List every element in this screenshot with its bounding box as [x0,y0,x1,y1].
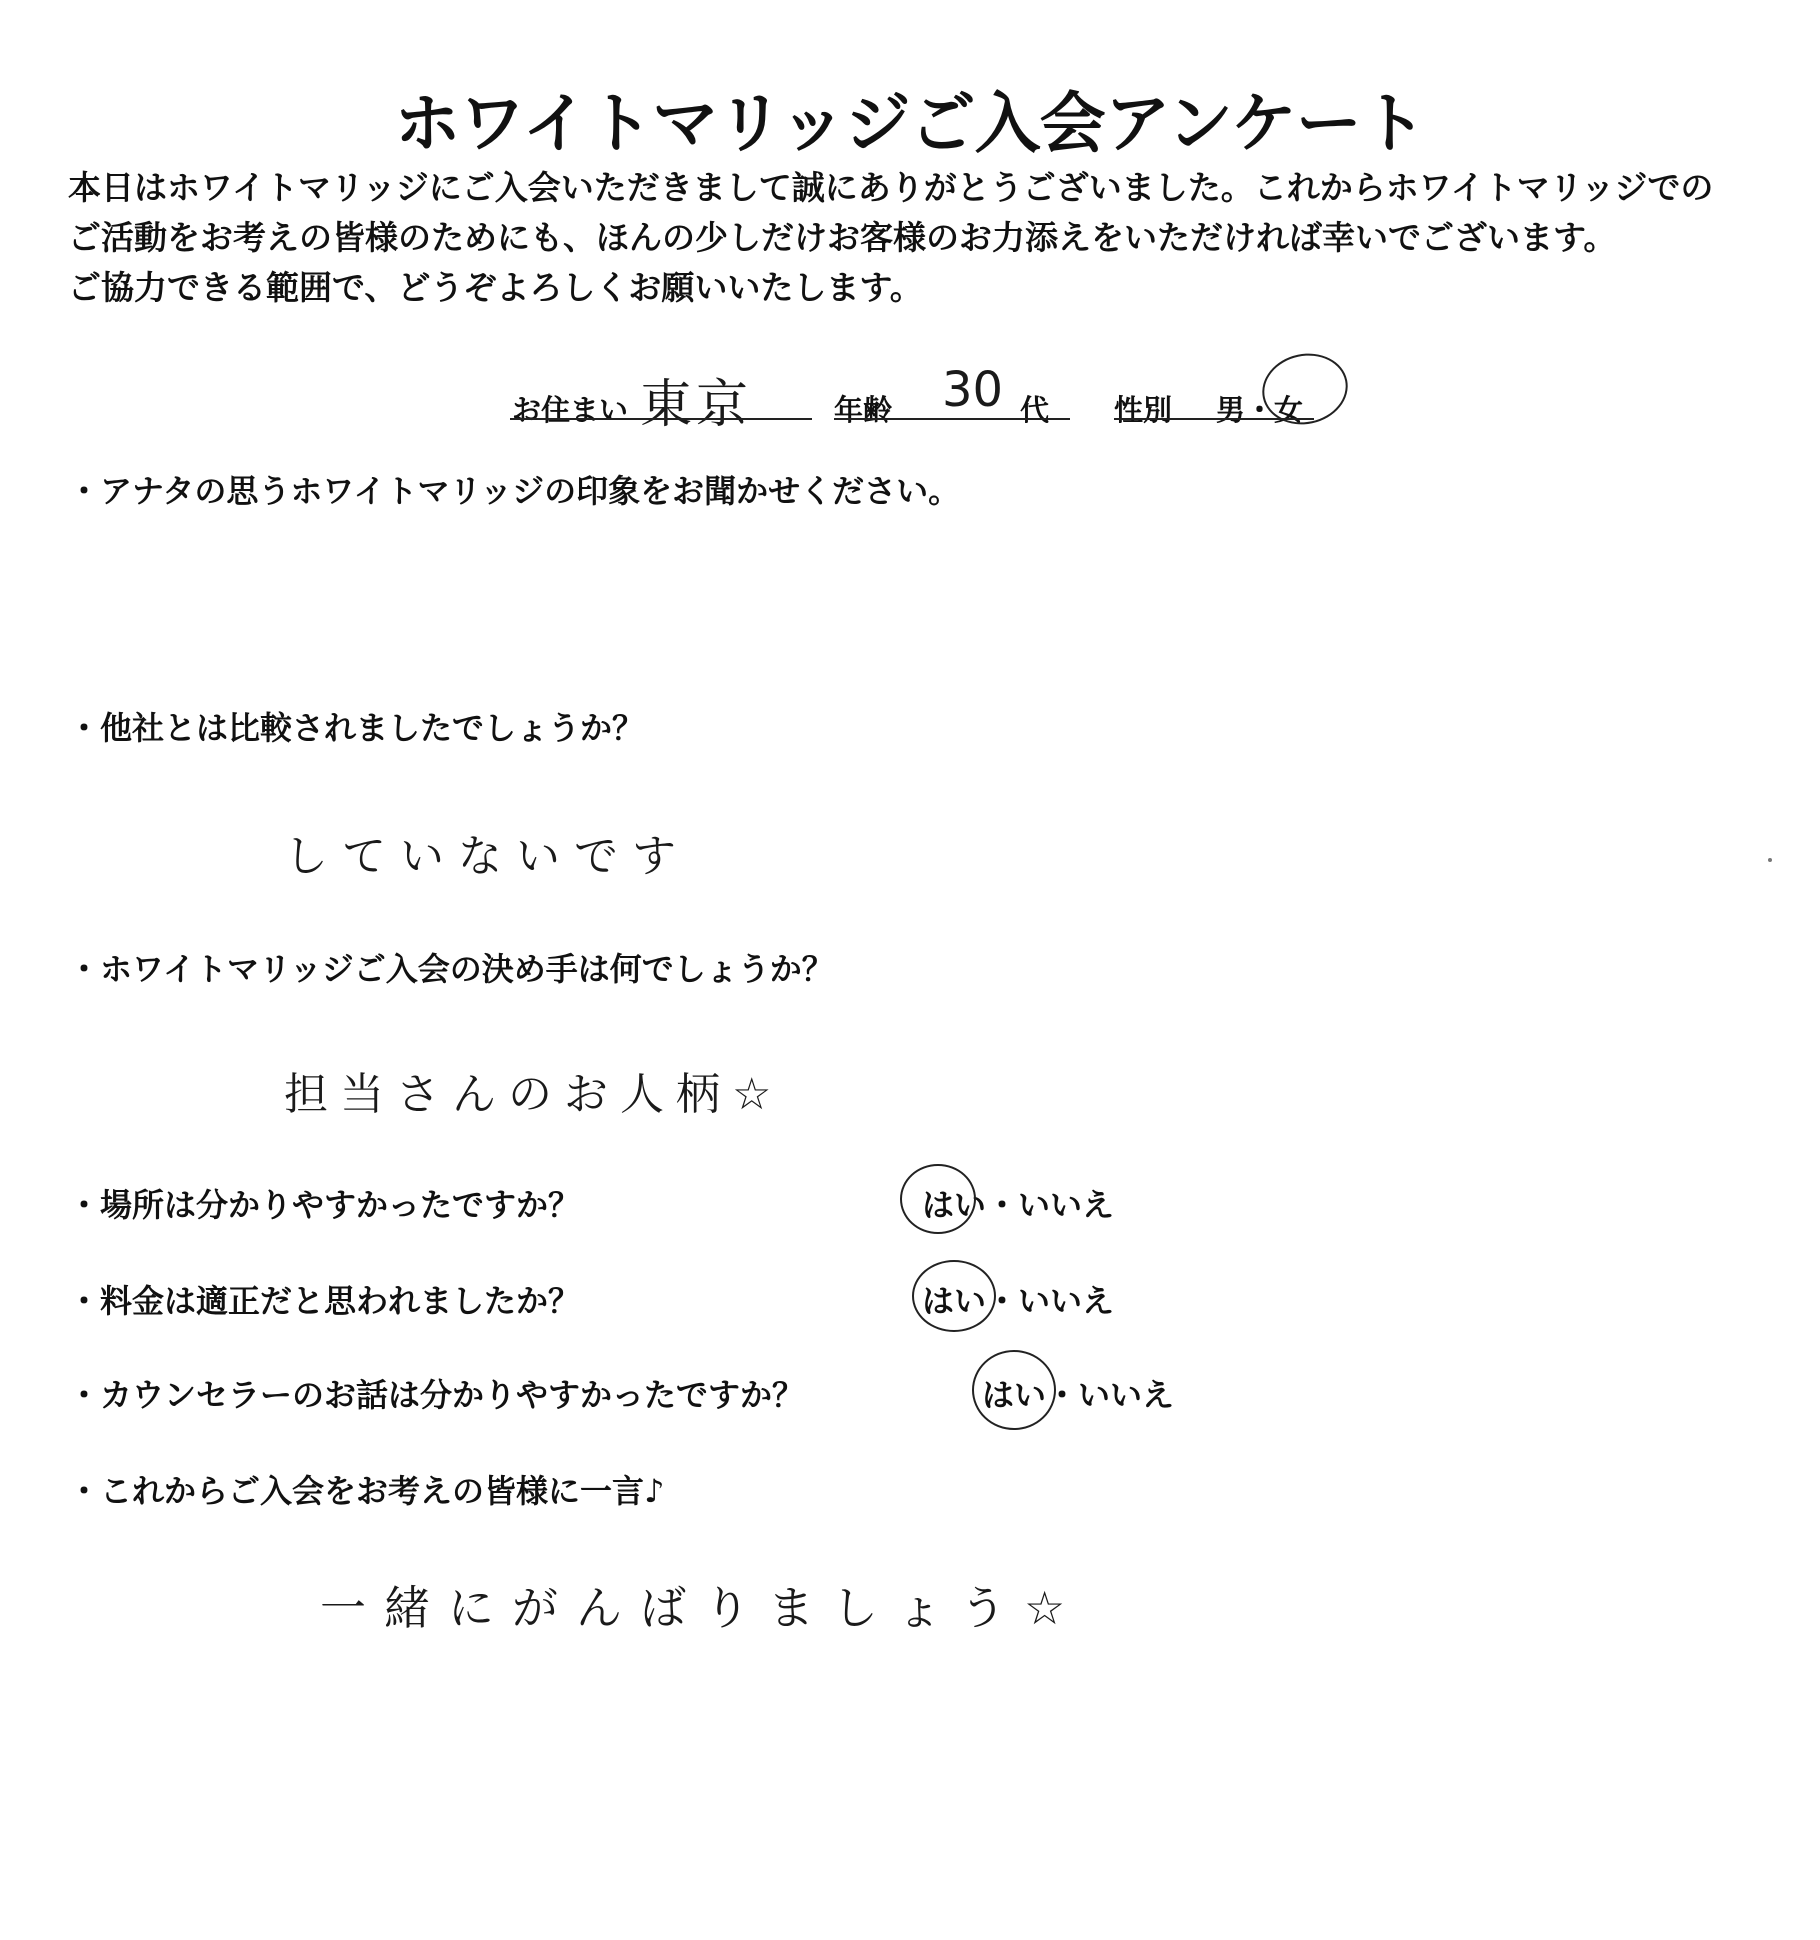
question-deciding-factor: ・ホワイトマリッジご入会の決め手は何でしょうか？ [68,950,834,988]
answer-comparison[interactable]: していないです [284,831,690,882]
age-value[interactable]: 30 [942,362,1004,418]
question-message: ・これからご入会をお考えの皆様に一言♪ [68,1472,665,1510]
answer-deciding-factor[interactable]: 担当さんのお人柄☆ [284,1069,784,1120]
question-comparison: ・他社とは比較されましたでしょうか？ [68,709,645,747]
location-no[interactable]: いいえ [1018,1186,1115,1224]
gender-separator: ・ [1245,393,1275,427]
residence-underline [510,418,812,420]
counselor-separator: ・ [1046,1376,1079,1414]
counselor-no[interactable]: いいえ [1078,1376,1175,1414]
survey-title: ホワイトマリッジご入会アンケート [394,84,1426,162]
price-separator: ・ [986,1282,1019,1320]
answer-message[interactable]: 一緒にがんばりましょう☆ [320,1581,1084,1635]
question-price: ・料金は適正だと思われましたか？ [68,1282,581,1320]
question-location: ・場所は分かりやすかったですか？ [68,1186,581,1224]
price-yes[interactable]: はい [922,1282,987,1320]
age-label: 年齢 [834,393,893,427]
gender-female[interactable]: 女 [1274,393,1304,427]
age-underline [834,418,1070,420]
intro-line-3: ご協力できる範囲で、どうぞよろしくお願いいたします。 [68,268,923,307]
question-impression: ・アナタの思うホワイトマリッジの印象をお聞かせください。 [68,472,961,510]
intro-line-1: 本日はホワイトマリッジにご入会いただきまして誠にありがとうございました。これからホワイトマリッジでの [68,168,1714,207]
counselor-yes[interactable]: はい [982,1376,1047,1414]
counselor-selected-circle [972,1350,1056,1430]
gender-label: 性別 [1114,393,1173,427]
age-suffix: 代 [1020,393,1050,427]
price-no[interactable]: いいえ [1018,1282,1115,1320]
residence-value[interactable]: 東京 [640,375,753,435]
scan-speck [1768,858,1772,862]
price-selected-circle [912,1260,996,1332]
location-yes[interactable]: はい [922,1186,987,1224]
residence-label: お住まい [512,393,629,427]
intro-line-2: ご活動をお考えの皆様のためにも、ほんの少しだけお客様のお力添えをいただければ幸いでございます。 [68,218,1617,257]
intro-text [68,163,1713,313]
location-separator: ・ [986,1186,1019,1224]
question-counselor: ・カウンセラーのお話は分かりやすかったですか？ [68,1376,805,1414]
gender-male[interactable]: 男 [1216,393,1246,427]
location-selected-circle [900,1164,976,1234]
